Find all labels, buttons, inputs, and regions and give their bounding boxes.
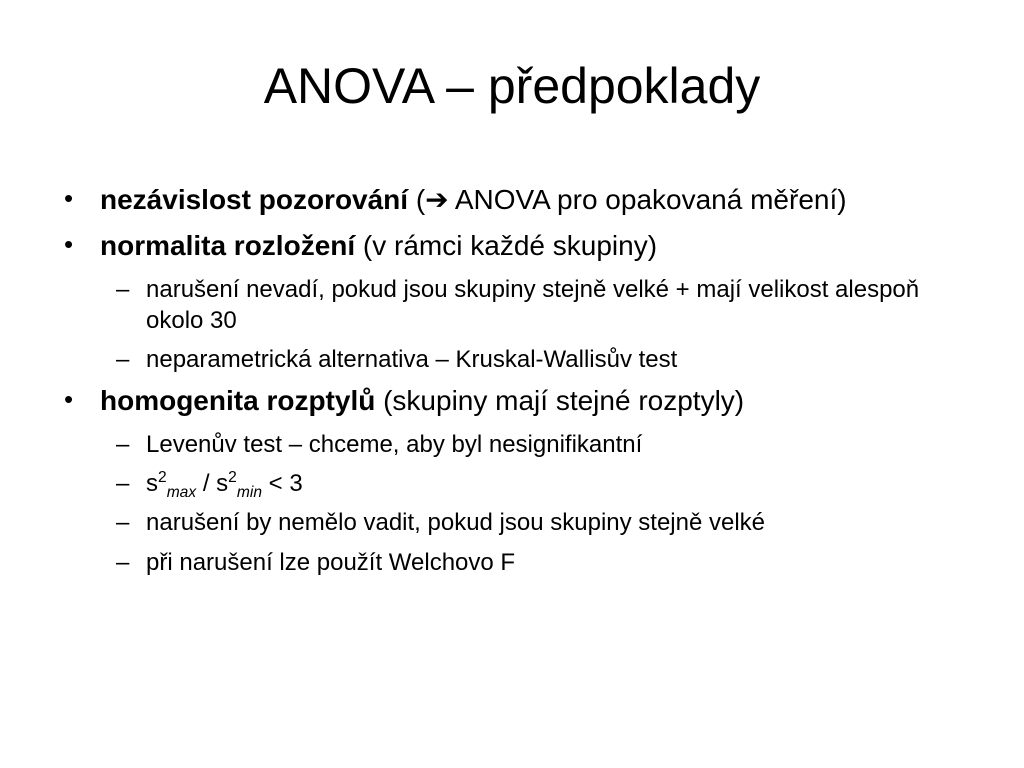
slide-content	[60, 182, 980, 586]
bullet-text	[100, 228, 980, 264]
bullet-normality	[60, 228, 980, 264]
bullet-bold: normalita rozložení	[100, 229, 356, 261]
bullet-icon: •	[64, 228, 74, 259]
bullet-icon: •	[64, 183, 74, 213]
dash-icon: –	[116, 509, 130, 537]
subbullet-text: narušení nevadí, pokud jsou skupiny stejně velké + mají velikost alespoň okolo 30	[146, 275, 920, 334]
dash-icon: –	[116, 431, 130, 459]
subbullet-homogeneity-2	[116, 507, 980, 538]
subbullet-homogeneity-formula	[116, 468, 980, 502]
subbullet-homogeneity-1	[116, 429, 980, 460]
variance-ratio-formula: $s^2_{max} / s^2_{min} < 3$	[146, 469, 303, 502]
subbullet-normality-2	[116, 344, 980, 375]
dash-icon: –	[116, 275, 130, 303]
dash-icon: –	[116, 470, 130, 498]
subbullet-homogeneity-3	[116, 547, 980, 578]
subbullet-text: při narušení lze použít Welchovo F	[146, 548, 516, 576]
bullet-homogeneity	[60, 383, 980, 419]
subbullet-text: narušení by nemělo vadit, pokud jsou skupiny stejně velké	[146, 509, 766, 537]
subbullet-text: neparametrická alternativa – Kruskal-Wallisův test	[146, 346, 678, 374]
bullet-text	[100, 383, 980, 419]
dash-icon: –	[116, 346, 130, 374]
bullet-bold: homogenita rozptylů	[100, 385, 376, 417]
bullet-independence	[60, 182, 980, 218]
bullet-bold: nezávislost pozorování	[100, 184, 409, 215]
dash-icon: –	[116, 548, 130, 576]
slide-title: ANOVA – předpoklady	[263, 58, 761, 114]
subbullet-normality-1	[116, 274, 980, 336]
subbullet-text: Levenův test – chceme, aby byl nesignifikantní	[146, 431, 643, 459]
bullet-rest: (skupiny mají stejné rozptyly)	[375, 385, 745, 417]
bullet-text	[100, 182, 980, 218]
bullet-icon: •	[64, 384, 74, 415]
bullet-rest: (➔ ANOVA pro opakovaná měření)	[408, 184, 847, 215]
bullet-rest: (v rámci každé skupiny)	[355, 229, 658, 261]
